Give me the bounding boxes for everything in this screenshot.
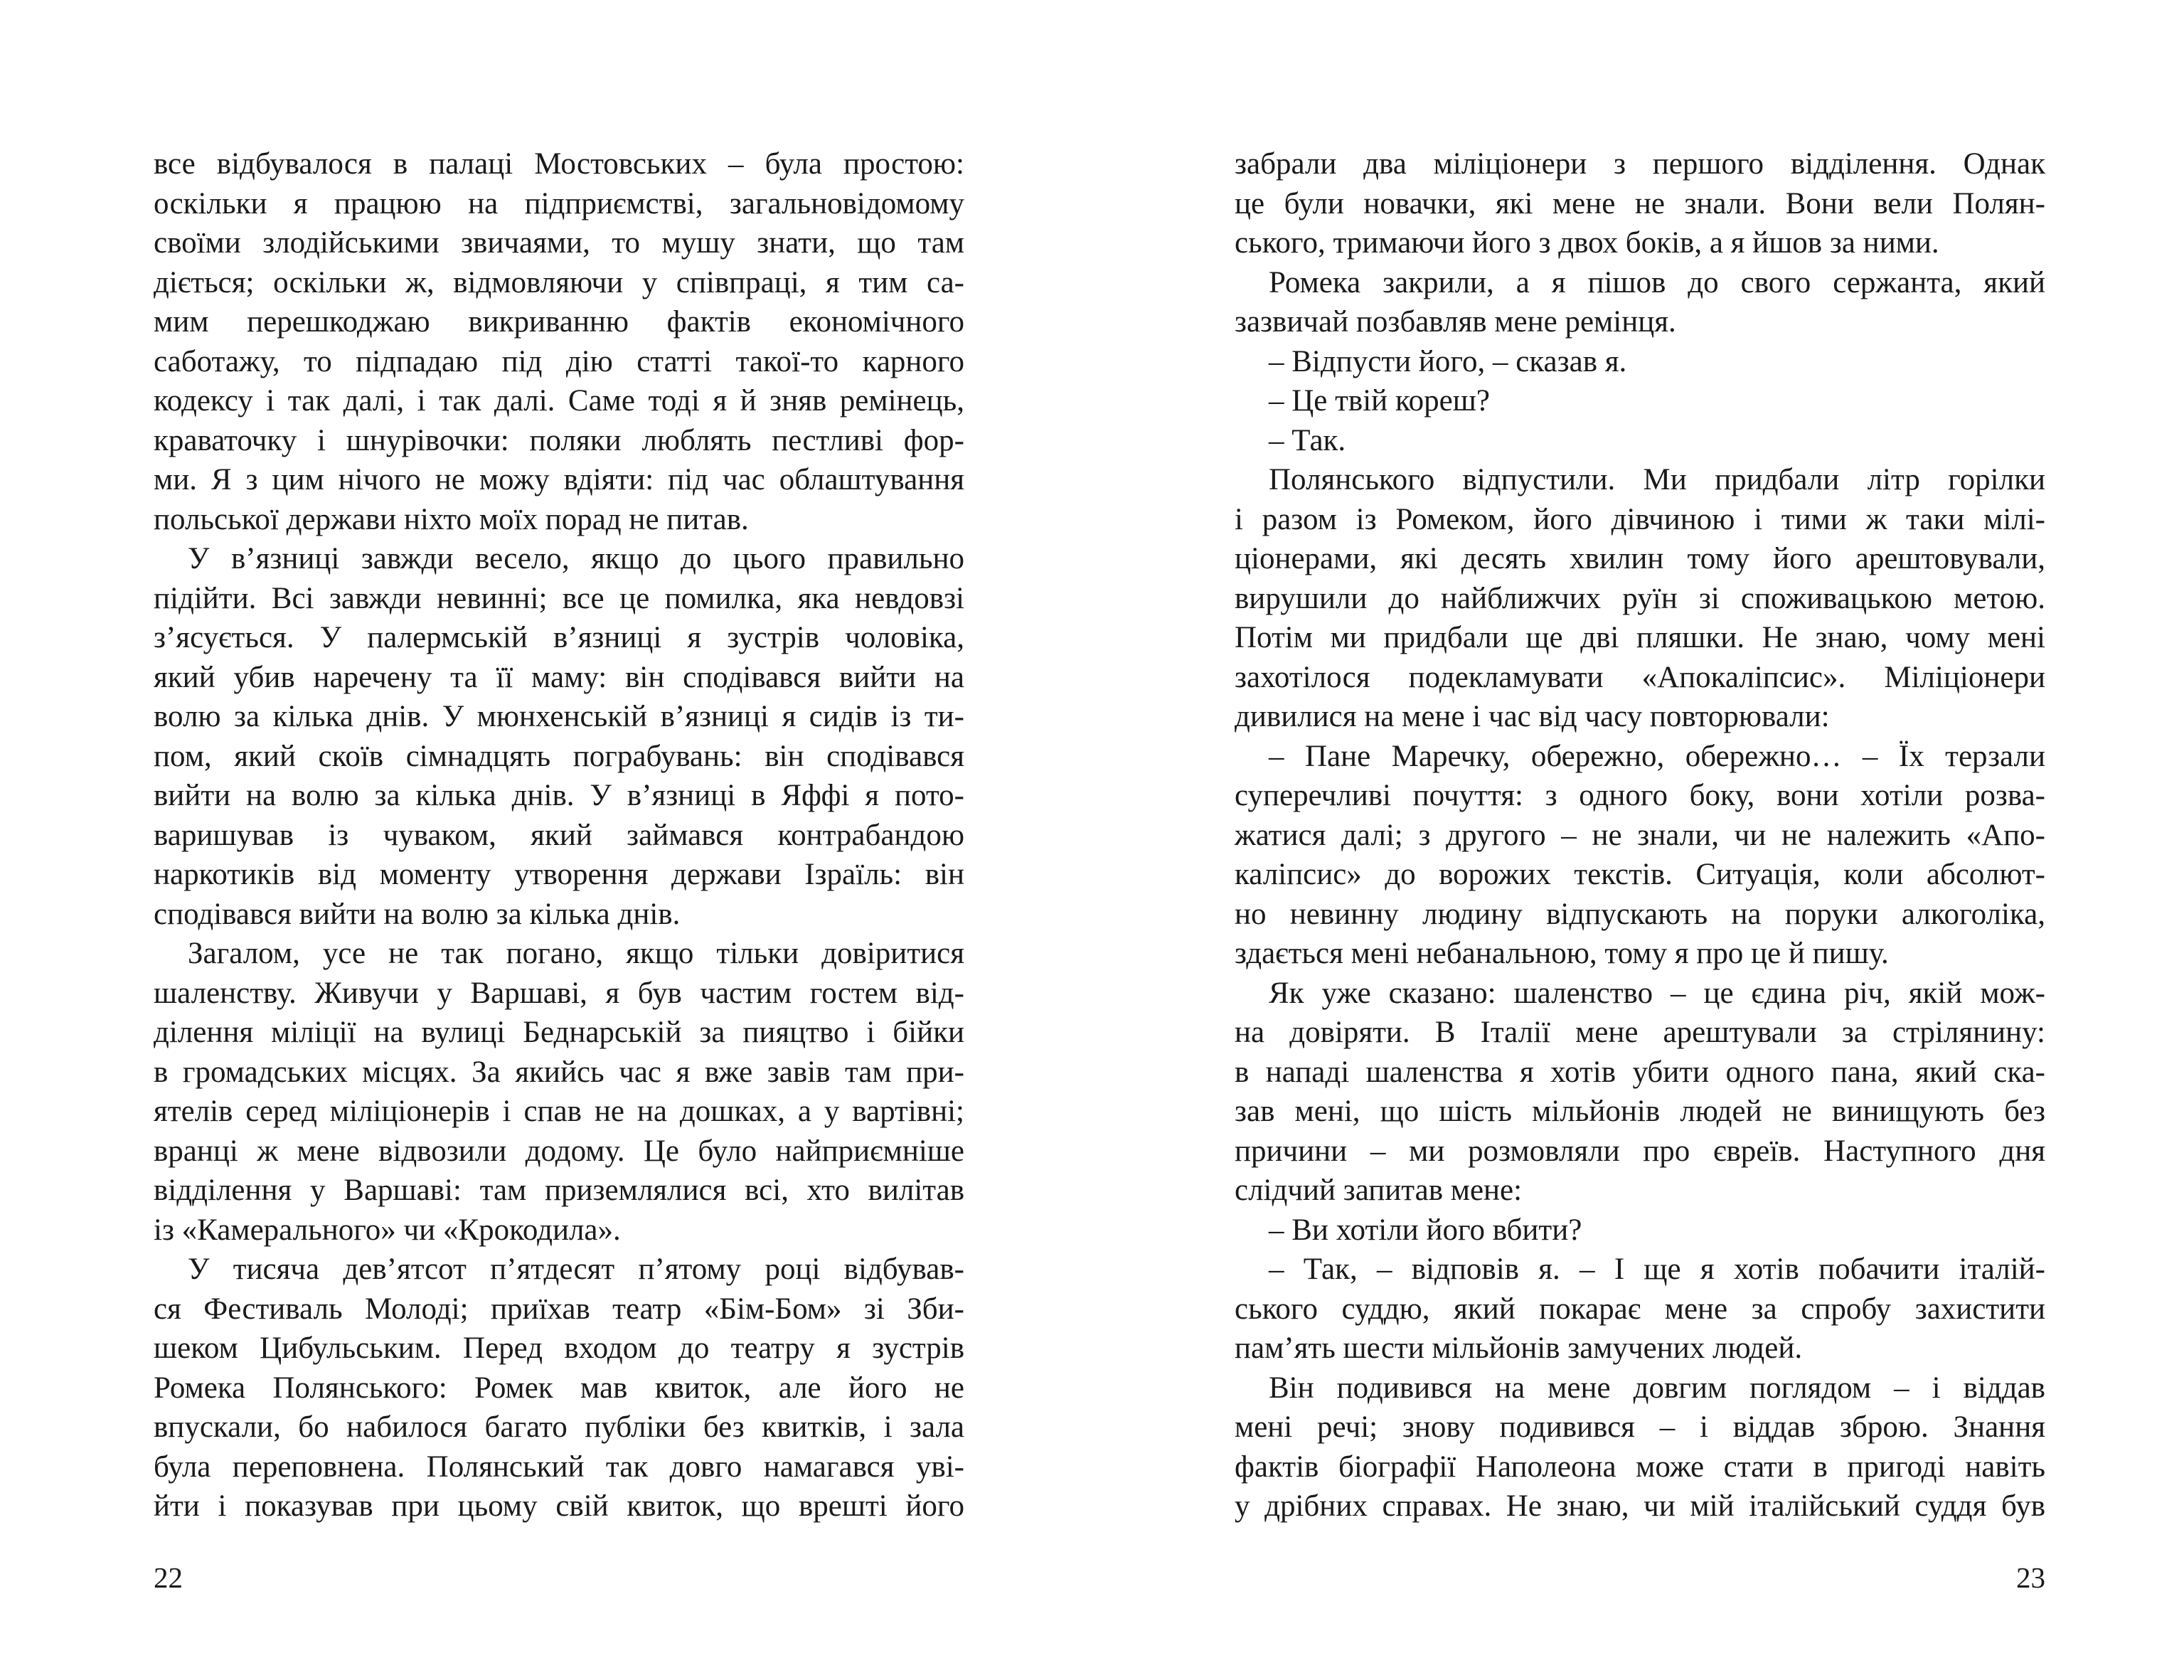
text-line: зав мені, що шість мільйонів людей не винищують без: [1235, 1095, 2045, 1128]
text-line: пом, який скоїв сімнадцять пограбувань: він сподівався: [154, 739, 964, 773]
text-line: і разом із Ромеком, його дівчиною і тими ж таки мілі-: [1235, 502, 2045, 536]
paragraph: [154, 539, 964, 934]
text-line: все відбувалося в палаці Мостовських – була простою:: [154, 147, 964, 181]
left-page-number: 22: [154, 1561, 183, 1594]
text-line: ського, тримаючи його з двох боків, а я йшов за ними.: [1235, 226, 1939, 260]
text-line: ми. Я з цим нічого не можу вдіяти: під час облаштування: [154, 463, 964, 496]
text-line: Як уже сказано: шаленство – це єдина річ, якій мож-: [1269, 976, 2045, 1010]
paragraph: [154, 1250, 964, 1526]
text-line: йти і показував при цьому свій квиток, що врешті його: [154, 1489, 964, 1523]
text-line: вийти на волю за кілька днів. У в’язниці в Яффі я пото-: [154, 779, 964, 812]
text-line: слідчий запитав мене:: [1235, 1174, 1523, 1207]
text-line: – Так.: [1269, 423, 1346, 457]
text-line: ся Фестиваль Молоді; приїхав театр «Бім-Бом» зі Зби-: [154, 1292, 964, 1326]
text-line: оскільки я працюю на підприємстві, загальновідомому: [154, 186, 964, 220]
paragraph: [1235, 421, 2045, 461]
text-line: відділення у Варшаві: там приземлялися всі, хто вилітав: [154, 1174, 964, 1207]
paragraph: [1235, 342, 2045, 382]
text-line: захотілося подекламувати «Апокаліпсис». Міліціонери: [1235, 660, 2045, 694]
right-page-number: 23: [2016, 1561, 2045, 1594]
text-line: польської держави ніхто моїх порад не питав.: [154, 502, 749, 536]
text-line: вранці ж мене відвозили додому. Це було найприємніше: [154, 1134, 964, 1168]
text-line: вирушили до найближчих руїн зі споживацькою метою.: [1235, 581, 2045, 615]
text-line: пам’ять шести мільйонів замучених людей.: [1235, 1331, 1803, 1365]
paragraph: [1235, 1250, 2045, 1368]
text-line: фактів біографії Наполеона може стати в пригоді навіть: [1235, 1450, 2045, 1484]
text-line: – Відпусти його, – сказав я.: [1269, 344, 1627, 378]
text-line: варишував із чуваком, який займався контрабандою: [154, 818, 964, 852]
text-line: забрали два міліціонери з першого відділення. Однак: [1235, 147, 2045, 181]
paragraph: [154, 934, 964, 1250]
left-page-text: [154, 144, 964, 1526]
text-line: сподівався вийти на волю за кілька днів.: [154, 897, 681, 931]
paragraph: [1235, 974, 2045, 1211]
text-line: – Пане Маречку, обережно, обережно… – Їх терзали: [1269, 739, 2045, 773]
text-line: Він подивився на мене довгим поглядом – і віддав: [1269, 1371, 2045, 1405]
paragraph: [154, 144, 964, 539]
text-line: шеком Цибульським. Перед входом до театру я зустрів: [154, 1331, 964, 1365]
text-line: причини – ми розмовляли про євреїв. Наступного дня: [1235, 1134, 2045, 1168]
text-line: мені речі; знову подивився – і віддав зброю. Знання: [1235, 1410, 2045, 1444]
text-line: Полянського відпустили. Ми придбали літр горілки: [1269, 463, 2045, 496]
text-line: підійти. Всі завжди невинні; все це помилка, яка невдовзі: [154, 581, 964, 615]
text-line: діється; оскільки ж, відмовляючи у співпраці, я тим са-: [154, 265, 964, 299]
text-line: – Це твій кореш?: [1269, 384, 1490, 418]
text-line: ціонерами, які десять хвилин тому його арештовували,: [1235, 542, 2045, 575]
paragraph: [1235, 1368, 2045, 1526]
text-line: наркотиків від моменту утворення держави Ізраїль: він: [154, 858, 964, 891]
text-line: У тисяча дев’ятсот п’ятдесят п’ятому році відбував-: [188, 1253, 964, 1286]
text-line: Ромека закрили, а я пішов до свого сержанта, який: [1269, 265, 2045, 299]
text-line: із «Камерального» чи «Крокодила».: [154, 1213, 621, 1247]
text-line: краваточку і шнурівочки: поляки люблять пестливі фор-: [154, 423, 964, 457]
text-line: ділення міліції на вулиці Беднарській за пияцтво і бійки: [154, 1016, 964, 1049]
text-line: – Так, – відповів я. – І ще я хотів побачити італій-: [1269, 1253, 2045, 1286]
text-line: У в’язниці завжди весело, якщо до цього правильно: [188, 542, 964, 575]
text-line: дивилися на мене і час від часу повторювали:: [1235, 700, 1830, 733]
text-line: на довіряти. В Італії мене арештували за стрілянину:: [1235, 1016, 2045, 1049]
text-line: ятелів серед міліціонерів і спав не на дошках, а у вартівні;: [154, 1095, 964, 1128]
text-line: Потім ми придбали ще дві пляшки. Не знаю, чому мені: [1235, 621, 2045, 654]
text-line: була переповнена. Полянський так довго намагався уві-: [154, 1450, 964, 1484]
paragraph: [1235, 263, 2045, 342]
text-line: шаленству. Живучи у Варшаві, я був частим гостем від-: [154, 976, 964, 1010]
text-line: каліпсис» до ворожих текстів. Ситуація, коли абсолют-: [1235, 858, 2045, 891]
paragraph: [1235, 460, 2045, 737]
text-line: в громадських місцях. За якийсь час я вже завів там при-: [154, 1055, 964, 1089]
text-line: суперечливі почуття: з одного боку, вони хотіли розва-: [1235, 779, 2045, 812]
text-line: мим перешкоджаю викриванню фактів економічного: [154, 305, 964, 339]
text-line: своїми злодійськими звичаями, то мушу знати, що там: [154, 226, 964, 260]
paragraph: [1235, 1211, 2045, 1250]
text-line: в нападі шаленства я хотів убити одного пана, який ска-: [1235, 1055, 2045, 1089]
text-line: кодексу і так далі, і так далі. Саме тоді я й зняв ремінець,: [154, 384, 964, 418]
paragraph: [1235, 737, 2045, 974]
text-line: зазвичай позбавляв мене ремінця.: [1235, 305, 1676, 339]
text-line: саботажу, то підпадаю під дію статті такої-то карного: [154, 344, 964, 378]
right-page: [1092, 0, 2184, 1680]
text-line: ського суддю, який покарає мене за спробу захистити: [1235, 1292, 2045, 1326]
text-line: у дрібних справах. Не знаю, чи мій італійський суддя був: [1235, 1489, 2045, 1523]
text-line: який убив наречену та її маму: він сподівався вийти на: [154, 660, 964, 694]
text-line: впускали, бо набилося багато публіки без квитків, і зала: [154, 1410, 964, 1444]
text-line: волю за кілька днів. У мюнхенській в’язниці я сидів із ти-: [154, 700, 964, 733]
right-page-text: [1235, 144, 2045, 1526]
paragraph: [1235, 381, 2045, 421]
text-line: здається мені небанальною, тому я про це й пишу.: [1235, 937, 1889, 970]
text-line: це були новачки, які мене не знали. Вони вели Полян-: [1235, 186, 2045, 220]
text-line: жатися далі; з другого – не знали, чи не належить «Апо-: [1235, 818, 2045, 852]
text-line: з’ясується. У палермській в’язниці я зустрів чоловіка,: [154, 621, 964, 654]
text-line: но невинну людину відпускають на поруки алкоголіка,: [1235, 897, 2045, 931]
paragraph: [1235, 144, 2045, 263]
text-line: – Ви хотіли його вбити?: [1269, 1213, 1582, 1247]
text-line: Ромека Полянського: Ромек мав квиток, але його не: [154, 1371, 964, 1405]
text-line: Загалом, усе не так погано, якщо тільки довіритися: [188, 937, 964, 970]
